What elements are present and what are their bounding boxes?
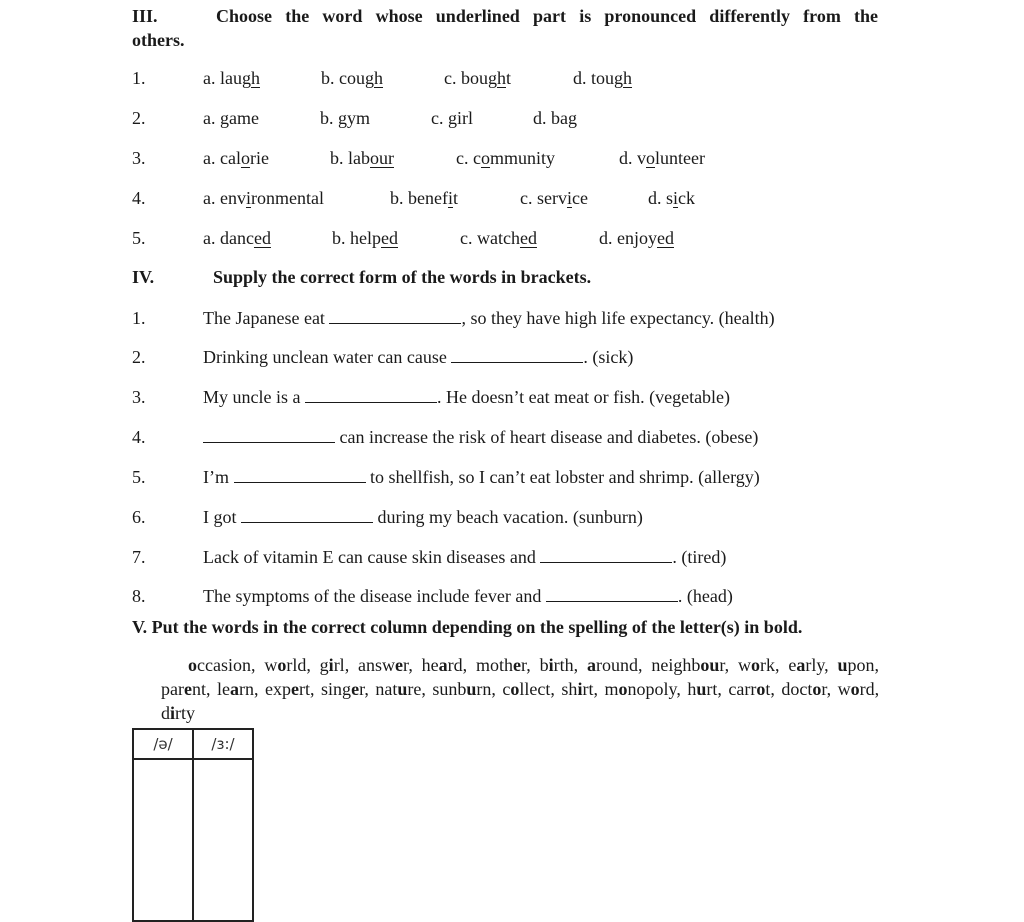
word-item [687, 679, 717, 699]
word-item [781, 679, 826, 699]
word-part: w [264, 655, 278, 675]
sentence-start: The Japanese eat [203, 308, 330, 328]
sentence-start: My uncle is a [203, 387, 305, 407]
question-sentence [203, 387, 730, 408]
answer-option[interactable] [648, 188, 695, 209]
option-text: ck [678, 188, 696, 208]
answer-blank[interactable] [234, 468, 366, 483]
answer-option[interactable] [320, 108, 370, 129]
word-part: rl [333, 655, 345, 675]
option-text: d. enjoy [599, 228, 657, 248]
sentence-end: during my beach vacation. (sunburn) [373, 507, 643, 527]
question-sentence [203, 507, 643, 528]
word-item [540, 655, 574, 675]
question-number: 1. [132, 308, 146, 328]
question-sentence [203, 308, 775, 329]
word-part: w [837, 679, 851, 699]
word-part: r [359, 679, 365, 699]
word-item [161, 703, 195, 723]
option-text: b. lab [330, 148, 370, 168]
word-item [422, 655, 463, 675]
word-item [502, 679, 550, 699]
answer-option[interactable] [321, 68, 383, 89]
word-part: r [521, 655, 527, 675]
section-4-instruction: Supply the correct form of the words in brackets. [213, 267, 592, 287]
answer-blank[interactable] [203, 428, 335, 443]
question-number: 5. [132, 228, 146, 248]
word-item [375, 679, 421, 699]
bold-letters: o [510, 679, 520, 699]
underlined-part: i [566, 188, 572, 208]
word-part: c [502, 679, 511, 699]
bold-letters: o [750, 655, 760, 675]
answer-blank[interactable] [241, 508, 373, 523]
bold-letters: i [577, 679, 583, 699]
word-part: carr [728, 679, 757, 699]
bold-letters: e [513, 655, 522, 675]
word-part: pon [847, 655, 875, 675]
word-part: sing [321, 679, 352, 699]
option-text: c. c [456, 148, 481, 168]
answer-option[interactable] [330, 148, 394, 169]
question-number: 5. [132, 467, 146, 487]
underlined-part: ed [657, 228, 674, 248]
word-part: h [687, 679, 697, 699]
word-item [161, 679, 206, 699]
bold-letters: e [351, 679, 360, 699]
question-number: 3. [132, 387, 146, 407]
option-text: b. benef [390, 188, 448, 208]
word-item [358, 655, 408, 675]
option-text: ce [572, 188, 588, 208]
answer-option[interactable] [203, 108, 259, 129]
word-part: r [719, 655, 725, 675]
bold-letters: a [587, 655, 596, 675]
option-text: b. coug [321, 68, 374, 88]
bold-letters: o [812, 679, 822, 699]
answer-option[interactable] [619, 148, 705, 169]
section-5-instruction: V. Put the words in the correct column depending on the spelling of the letter(s) in bold. [132, 617, 803, 637]
answer-blank[interactable] [329, 309, 461, 324]
answer-blank[interactable] [451, 348, 583, 363]
option-text: mmunity [489, 148, 555, 168]
word-part: w [737, 655, 751, 675]
word-part: rn [239, 679, 255, 699]
underlined-part: h [623, 68, 633, 88]
bold-letters: o [188, 655, 197, 675]
question-number: 4. [132, 427, 146, 447]
answer-option[interactable] [203, 188, 324, 209]
bold-letters: e [395, 655, 404, 675]
answer-option[interactable] [456, 148, 555, 169]
word-part: rt [299, 679, 311, 699]
section-3-instruction-cont: others. [132, 30, 185, 50]
word-part: rt [706, 679, 718, 699]
sentence-end: . He doesn’t eat meat or fish. (vegetable) [436, 387, 731, 407]
word-part: r [821, 679, 827, 699]
question-sentence [203, 547, 726, 568]
answer-option[interactable] [460, 228, 537, 249]
word-part: ccasion [197, 655, 251, 675]
option-text: a. env [203, 188, 246, 208]
bold-letters: i [548, 655, 554, 675]
option-text: d. s [648, 188, 674, 208]
word-part: rn [476, 679, 492, 699]
option-text: b. [320, 108, 338, 128]
word-item [587, 655, 638, 675]
underlined-part: our [370, 148, 394, 168]
underlined-part: o [480, 148, 490, 168]
word-item [728, 679, 770, 699]
sentence-start: Lack of vitamin E can cause skin diseases and [203, 547, 541, 567]
column-header-er: /ɜ:/ [193, 729, 253, 759]
word-part: rld [286, 655, 307, 675]
option-text: a. danc [203, 228, 254, 248]
word-list: occasion, world, girl, answer, heard, mother, birth, around, neighbour, work, early, upon, parent, learn, expert, singer, nature, sunburn, collect, shirt, monopoly, hurt, carrot, doctor, word, dirty [161, 655, 880, 723]
underlined-part: h [374, 68, 383, 88]
underlined-part: h [250, 68, 260, 88]
answer-option[interactable] [599, 228, 674, 249]
answer-option[interactable] [533, 108, 577, 129]
sentence-end: can increase the risk of heart disease and diabetes. (obese) [335, 427, 759, 447]
bold-letters: ou [700, 655, 720, 675]
option-text: a. cal [203, 148, 241, 168]
word-item [320, 655, 345, 675]
word-item [651, 655, 724, 675]
question-sentence [203, 347, 633, 368]
word-item [321, 679, 364, 699]
option-text: c. serv [520, 188, 567, 208]
sentence-end: . (head) [677, 586, 733, 606]
option-text: game [220, 108, 259, 128]
question-number: 4. [132, 188, 146, 208]
underlined-part: o [240, 148, 250, 168]
underlined-part: i [245, 188, 251, 208]
option-text: rie [249, 148, 269, 168]
sentence-start: I’m [203, 467, 234, 487]
word-part: sh [561, 679, 578, 699]
sentence-end: . (sick) [583, 347, 634, 367]
word-part: moth [476, 655, 514, 675]
word-part: rd [859, 679, 875, 699]
word-part: nat [375, 679, 398, 699]
answer-option[interactable] [444, 68, 511, 89]
word-item [265, 679, 310, 699]
underlined-part: h [497, 68, 506, 88]
question-number: 8. [132, 586, 146, 606]
sentence-end: . (tired) [672, 547, 727, 567]
answer-option[interactable] [573, 68, 632, 89]
answer-option[interactable] [203, 68, 260, 89]
word-part: doct [781, 679, 813, 699]
word-part: r [403, 655, 409, 675]
word-part: llect [519, 679, 551, 699]
word-item [476, 655, 526, 675]
option-text: t [453, 188, 459, 208]
word-part: b [539, 655, 549, 675]
answer-option[interactable] [520, 188, 588, 209]
answer-blank[interactable] [305, 388, 437, 403]
answer-blank[interactable] [546, 587, 678, 602]
word-item [561, 679, 593, 699]
word-part: answ [358, 655, 396, 675]
word-part: nopoly [627, 679, 677, 699]
option-text: b. help [332, 228, 381, 248]
answer-option[interactable] [431, 108, 473, 129]
word-item [838, 679, 875, 699]
bold-letters: a [230, 679, 240, 699]
section-4-number: IV. [132, 267, 155, 287]
option-text: lunteer [655, 148, 705, 168]
word-part: rty [175, 703, 196, 723]
word-part: round [596, 655, 638, 675]
question-number: 6. [132, 507, 146, 527]
option-text: t [506, 68, 512, 88]
underlined-part: i [447, 188, 453, 208]
question-sentence [203, 427, 758, 448]
answer-option[interactable] [332, 228, 398, 249]
question-sentence [203, 586, 733, 607]
option-text: c. [431, 108, 448, 128]
underlined-part: ed [381, 228, 398, 248]
bold-letters: o [756, 679, 766, 699]
sentence-start: The symptoms of the disease include fever and [203, 586, 546, 606]
answer-table [132, 728, 254, 922]
question-number: 1. [132, 68, 146, 88]
word-part: exp [265, 679, 292, 699]
bold-letters: u [397, 679, 408, 699]
bold-letters: i [170, 703, 176, 723]
word-item [264, 655, 306, 675]
sentence-start: Drinking unclean water can cause [203, 347, 452, 367]
option-text: a. laug [203, 68, 251, 88]
answer-cell-schwa[interactable] [133, 759, 193, 921]
word-item [432, 679, 491, 699]
word-part: d [161, 703, 170, 723]
option-text: ronmental [251, 188, 324, 208]
option-text: gym [338, 108, 371, 128]
option-text: girl [448, 108, 473, 128]
bold-letters: i [328, 655, 334, 675]
word-part: m [604, 679, 619, 699]
underlined-part: ed [253, 228, 271, 248]
question-number: 2. [132, 347, 146, 367]
word-part: g [319, 655, 329, 675]
word-part: nt [191, 679, 206, 699]
answer-option[interactable] [203, 228, 271, 249]
word-item [738, 655, 775, 675]
bold-letters: a [796, 655, 806, 675]
question-number: 7. [132, 547, 146, 567]
word-part: rth [553, 655, 574, 675]
sentence-end: , so they have high life expectancy. (health) [461, 308, 775, 328]
word-part: he [421, 655, 439, 675]
word-part: re [407, 679, 422, 699]
bold-letters: u [837, 655, 848, 675]
word-part: rd [447, 655, 463, 675]
answer-option[interactable] [390, 188, 458, 209]
option-text: d. toug [573, 68, 624, 88]
option-text: a. [203, 108, 220, 128]
option-text: c. watch [460, 228, 520, 248]
question-sentence [203, 467, 760, 488]
underlined-part: ed [519, 228, 537, 248]
option-text: d. [533, 108, 551, 128]
sentence-end: to shellfish, so I can’t eat lobster and shrimp. (allergy) [365, 467, 760, 487]
word-part: neighb [651, 655, 701, 675]
word-part: rt [582, 679, 594, 699]
underlined-part: i [673, 188, 679, 208]
word-part: t [765, 679, 771, 699]
sentence-start: I got [203, 507, 241, 527]
answer-option[interactable] [203, 148, 269, 169]
column-header-schwa: /ə/ [133, 729, 193, 759]
bold-letters: e [183, 679, 192, 699]
underlined-part: o [646, 148, 655, 168]
section-3-instruction: Choose the word whose underlined part is pronounced differently from the [216, 6, 878, 26]
word-item [188, 655, 251, 675]
bold-letters: e [291, 679, 300, 699]
option-text: bag [551, 108, 577, 128]
option-text: d. v [619, 148, 646, 168]
word-item [217, 679, 254, 699]
bold-letters: o [277, 655, 287, 675]
word-item [604, 679, 676, 699]
word-part: par [161, 679, 184, 699]
word-part: rk [759, 655, 775, 675]
bold-letters: u [696, 679, 707, 699]
word-part: rly [805, 655, 825, 675]
answer-cell-er[interactable] [193, 759, 253, 921]
word-part: e [788, 655, 797, 675]
word-item [788, 655, 824, 675]
bold-letters: a [438, 655, 448, 675]
word-part: le [217, 679, 231, 699]
word-part: sunb [432, 679, 467, 699]
word-item [838, 655, 875, 675]
bold-letters: o [618, 679, 628, 699]
question-number: 3. [132, 148, 146, 168]
bold-letters: o [850, 679, 860, 699]
bold-letters: u [466, 679, 477, 699]
question-number: 2. [132, 108, 146, 128]
option-text: c. boug [444, 68, 497, 88]
section-3-number: III. [132, 6, 158, 26]
answer-blank[interactable] [540, 548, 672, 563]
